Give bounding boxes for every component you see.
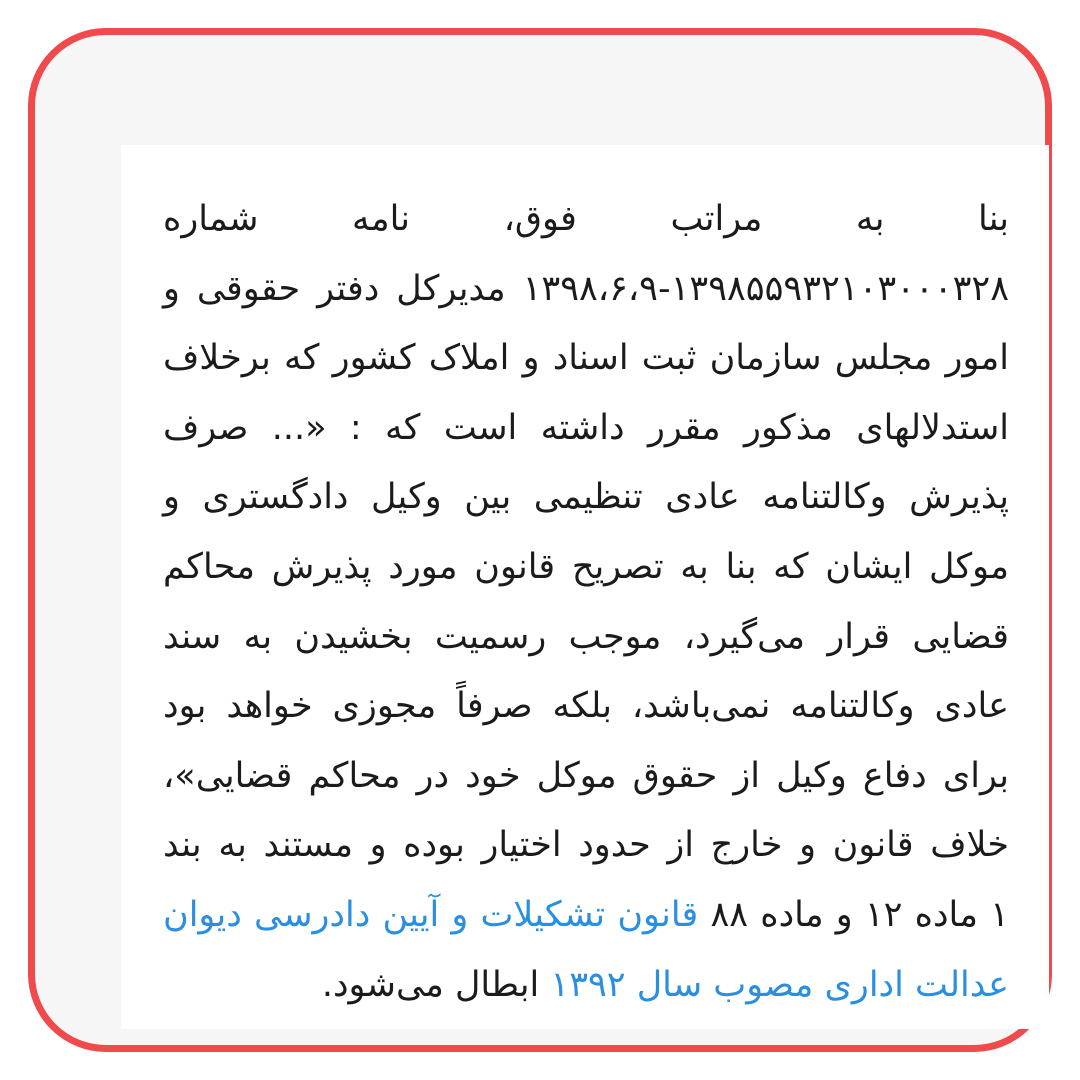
law-link-part-2[interactable]: عدالت اداری مصوب سال ۱۳۹۲ (550, 964, 1009, 1005)
text-line-7: قضایی قرار می‌گیرد، موجب رسمیت بخشیدن به سند (163, 616, 1009, 657)
text-line-3: امور مجلس سازمان ثبت اسناد و املاک کشور که برخلاف (163, 338, 1009, 379)
legal-text-body (163, 185, 1009, 1020)
text-line-4: استدلالهای مذکور مقرر داشته است که : «... صرف (163, 407, 1009, 448)
text-line-6: موکل ایشان که بنا به تصریح قانون مورد پذیرش محاکم (163, 546, 1009, 587)
text-line-2: ۱۳۹۸،۶،۹-۱۳۹۸۵۵۹۳۲۱۰۳۰۰۰۳۲۸ مدیرکل دفتر حقوقی و (163, 268, 1009, 309)
text-line-10: خلاف قانون و خارج از حدود اختیار بوده و مستند به بند (163, 825, 1009, 866)
text-line-1: بنا به مراتب فوق، نامه شماره (163, 199, 1009, 239)
text-card (121, 145, 1049, 1029)
line-11-text: ۱ ماده ۱۲ و ماده ۸۸ (698, 894, 1009, 935)
law-link-part-1[interactable]: قانون تشکیلات و آیین دادرسی دیوان (163, 894, 699, 935)
rounded-frame (28, 28, 1052, 1052)
line-12-text: ابطال می‌شود. (321, 964, 551, 1005)
text-line-11 (163, 881, 1009, 951)
text-line-12 (163, 951, 1009, 1021)
text-line-8: عادی وکالتنامه نمی‌باشد، بلکه صرفاً مجوزی خواهد بود (163, 686, 1009, 727)
text-line-9: برای دفاع وکیل از حقوق موکل خود در محاکم قضایی»، (163, 755, 1009, 796)
text-line-5: پذیرش وکالتنامه عادی تنظیمی بین وکیل دادگستری و (163, 477, 1009, 518)
